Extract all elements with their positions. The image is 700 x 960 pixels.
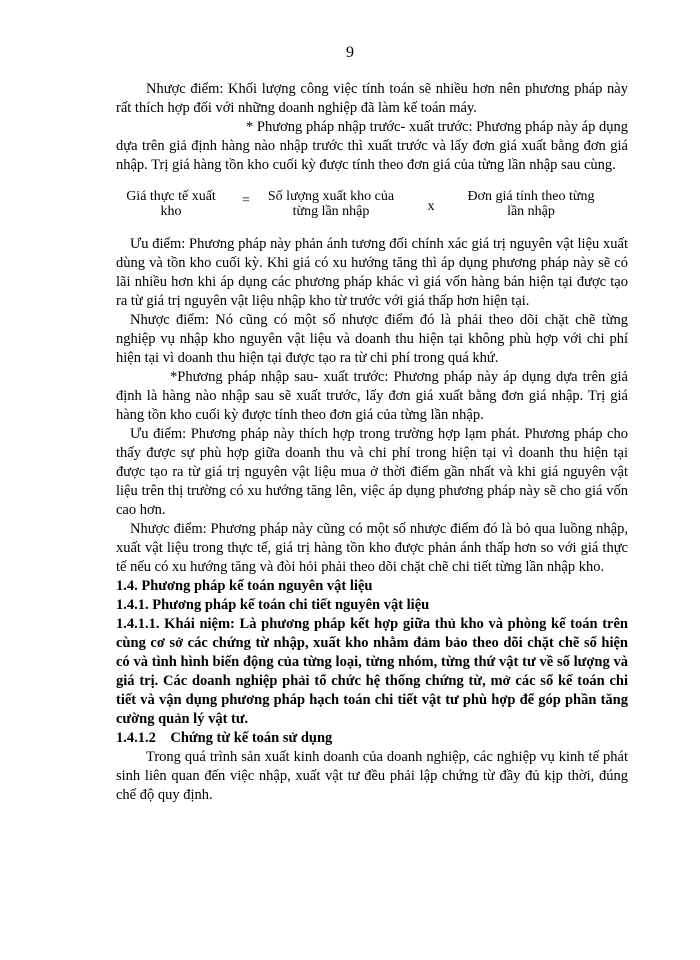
document-body (116, 80, 628, 805)
paragraph-fifo-advantage: Ưu điểm: Phương pháp này phản ánh tương đối chính xác giá trị nguyên vật liệu xuất dùng và tồn kho cuối kỳ. Khi giá có xu hướng tăng thì áp dụng phương pháp này sẽ có lãi nhiều hơn khi áp dụng các phương pháp khác vì giá vốn hàng bán hiện tại được tạo ra từ giá trị nguyên vật liệu nhập kho từ trước với giá thấp hơn hiện tại. (116, 236, 628, 309)
paragraph-lifo-method: *Phương pháp nhập sau- xuất trước: Phương pháp này áp dụng dựa trên giả định là hàng nào nhập sau sẽ xuất trước, lấy đơn giá xuất bằng đơn giá nhập. Trị giá hàng tồn kho cuối kỳ được tính theo đơn giá của từng lần nhập. (116, 369, 628, 423)
formula-multiply: x (427, 199, 435, 214)
paragraph-lifo-disadvantage: Nhược điểm: Phương pháp này cũng có một số nhược điểm đó là bỏ qua luồng nhập, xuất vật liệu trong thực tế, giá trị hàng tồn kho được phản ánh thấp hơn so với giá thực tế nếu có xu hướng tăng và đòi hỏi phải theo dõi chặt chẽ chi tiết từng lần nhập kho. (116, 521, 628, 575)
paragraph-fifo-method: * Phương pháp nhập trước- xuất trước: Phương pháp này áp dụng dựa trên giả định hàng nào nhập trước thì xuất trước và lấy đơn giá xuất bằng đơn giá nhập. Trị giá hàng tồn kho cuối kỳ được tính theo đơn giá của từng lần nhập sau cùng. (116, 119, 628, 173)
formula-equals: = (242, 193, 250, 208)
section-number: 1.4.1.2 (116, 730, 156, 746)
section-title: Chứng từ kế toán sử dụng (170, 730, 333, 746)
section-heading-1-4-1-2 (116, 729, 628, 748)
formula-lhs: Giá thực tế xuất kho (126, 189, 216, 219)
formula-term-unit-price: Đơn giá tính theo từng lần nhập (467, 189, 595, 219)
page-number: 9 (346, 44, 354, 61)
paragraph-fifo-intro-disadvantage: Nhược điểm: Khối lượng công việc tính toán sẽ nhiều hơn nên phương pháp này rất thích hợp đối với những doanh nghiệp đã làm kế toán máy. (116, 81, 628, 116)
paragraph-fifo-disadvantage: Nhược điểm: Nó cũng có một số nhược điểm đó là phải theo dõi chặt chẽ từng nghiệp vụ nhập kho nguyên vật liệu và doanh thu hiện tại không phù hợp với chi phí hiện tại vì doanh thu hiện tại được tạo ra từ chi phí trong quá khứ. (116, 312, 628, 366)
section-heading-1-4-1: 1.4.1. Phương pháp kế toán chi tiết nguyên vật liệu (116, 597, 430, 613)
section-heading-1-4: 1.4. Phương pháp kế toán nguyên vật liệu (116, 578, 373, 594)
formula-term-quantity: Số lượng xuất kho của từng lần nhập (267, 189, 395, 219)
paragraph-definition: 1.4.1.1. Khái niệm: Là phương pháp kết hợp giữa thủ kho và phòng kế toán trên cùng cơ sở các chứng từ nhập, xuất kho nhằm đảm bảo theo dõi chặt chẽ số hiện có và tình hình biến động của từng loại, từng nhóm, từng thứ vật tư về số lượng và giá trị. Các doanh nghiệp phải tổ chức hệ thống chứng từ, mở các sổ kế toán chi tiết và vận dụng phương pháp hạch toán chi tiết vật tư phù hợp để góp phần tăng cường quản lý vật tư. (116, 616, 628, 727)
paragraph-lifo-advantage: Ưu điểm: Phương pháp này thích hợp trong trường hợp lạm phát. Phương pháp cho thấy được sự phù hợp giữa doanh thu và chi phí trong hiện tại vì doanh thu hiện tại được tạo ra từ giá trị nguyên vật liệu mua ở thời điểm gần nhất và khi giá nguyên vật liệu trên thị trường có xu hướng tăng lên, việc áp dụng phương pháp này sẽ cho giá vốn cao hơn. (116, 426, 628, 518)
paragraph-documents-used: Trong quá trình sản xuất kinh doanh của doanh nghiệp, các nghiệp vụ kinh tế phát sinh liên quan đến việc nhập, xuất vật tư đều phải lập chứng từ đầy đủ kịp thời, đúng chế độ quy định. (116, 749, 628, 803)
formula-block (116, 189, 628, 219)
